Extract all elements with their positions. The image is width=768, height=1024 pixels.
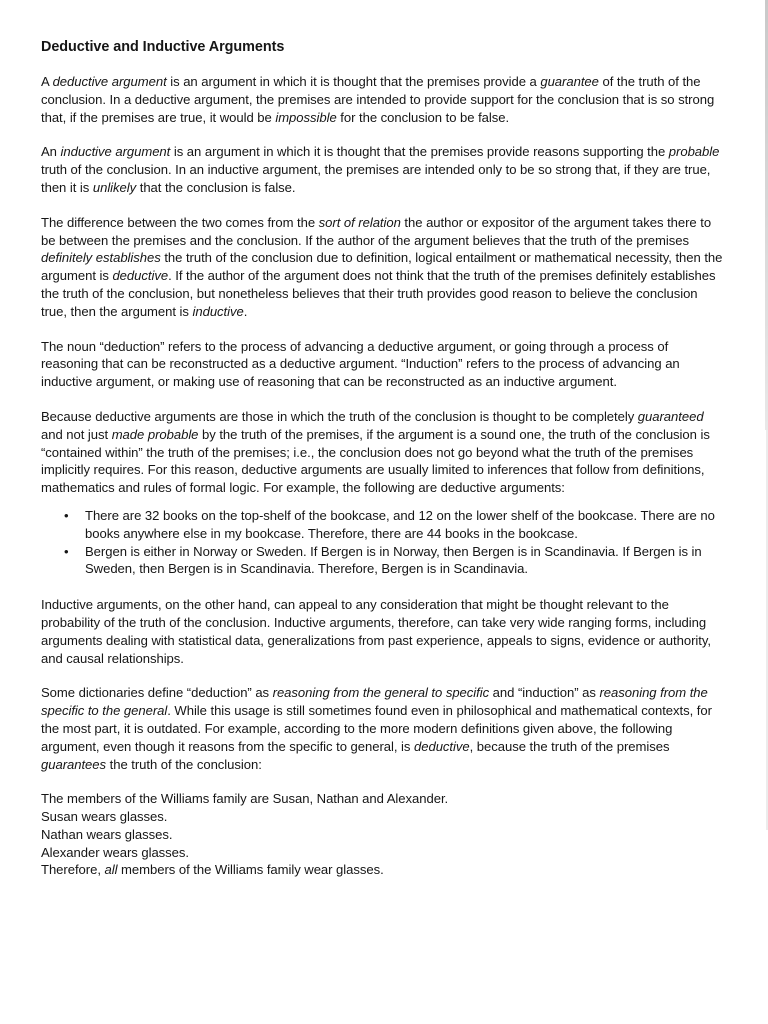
argument-conclusion: Therefore, all members of the Williams family wear glasses. <box>41 862 384 878</box>
bullet-icon: • <box>64 507 69 523</box>
document-page <box>41 38 725 879</box>
deductive-examples-list <box>41 507 725 578</box>
paragraph-inductive-considerations: Inductive arguments, on the other hand, can appeal to any consideration that might be thought relevant to the probability of the truth of the conclusion. Inductive arguments, therefore, can take very wide ranging forms, including arguments dealing with statistical data, generalizations from past experience, appeals to signs, evidence or authority, and causal relationships. <box>41 597 711 666</box>
paragraph-difference: The difference between the two comes from the sort of relation the author or expositor of the argument takes there to be between the premises and the conclusion. If the author of the argument believes that the truth of the premises definitely establishes the truth of the conclusion due to definition, logical entailment or mathematical necessity, then the argument is deductive. If the author of the argument does not think that the truth of the premises definitely establishes the truth of the conclusion, but nonetheless believes that their truth provides good reason to believe the conclusion true, then the argument is inductive. <box>41 214 723 319</box>
paragraph-dictionary-definitions: Some dictionaries define “deduction” as reasoning from the general to specific and “induction” as reasoning from the specific to the general. While this usage is still sometimes found even in philosophical and mathematical contexts, for the most part, it is outdated. For example, according to the more modern definitions given above, the following argument, even though it reasons from the specific to general, is deductive, because the truth of the premises guarantees the truth of the conclusion: <box>41 685 712 772</box>
argument-line: Nathan wears glasses. <box>41 826 173 842</box>
argument-line: The members of the Williams family are Susan, Nathan and Alexander. <box>41 791 449 807</box>
argument-line: Susan wears glasses. <box>41 809 168 825</box>
paragraph-noun-definitions: The noun “deduction” refers to the process of advancing a deductive argument, or going through a process of reasoning that can be reconstructed as a deductive argument. “Induction” refers to the process of advancing an inductive argument, or making use of reasoning that can be reconstructed as an inductive argument. <box>41 338 680 390</box>
paragraph-inductive-definition: An inductive argument is an argument in which it is thought that the premises provide reasons supporting the probable truth of the conclusion. In an inductive argument, the premises are intended only to be so strong that, if they are true, then it is unlikely that the conclusion is false. <box>41 144 720 195</box>
list-item: • Bergen is either in Norway or Sweden. If Bergen is in Norway, then Bergen is in Scandinavia. If Bergen is in Sweden, then Bergen is in Scandinavia. Therefore, Bergen is in Scandinavia. <box>64 543 702 577</box>
bullet-icon: • <box>64 543 69 559</box>
williams-family-argument <box>41 790 725 879</box>
list-item: • There are 32 books on the top-shelf of the bookcase, and 12 on the lower shelf of the bookcase. There are no books anywhere else in my bookcase. Therefore, there are 44 books in the bookcase. <box>64 507 715 541</box>
paragraph-deductive-guarantee: Because deductive arguments are those in which the truth of the conclusion is thought to be completely guaranteed and not just made probable by the truth of the premises, if the argument is a sound one, the truth of the conclusion is “contained within” the truth of the premises; i.e., the conclusion does not go beyond what the truth of the premises implicitly requires. For this reason, deductive arguments are usually limited to inferences that follow from definitions, mathematics and rules of formal logic. For example, the following are deductive arguments: <box>41 408 710 496</box>
paragraph-deductive-definition: A deductive argument is an argument in which it is thought that the premises provide a guarantee of the truth of the conclusion. In a deductive argument, the premises are intended to provide support for the conclusion that is so strong that, if the premises are true, it would be impossible for the conclusion to be false. <box>41 74 715 125</box>
argument-line: Alexander wears glasses. <box>41 844 189 860</box>
page-title: Deductive and Inductive Arguments <box>41 39 285 55</box>
